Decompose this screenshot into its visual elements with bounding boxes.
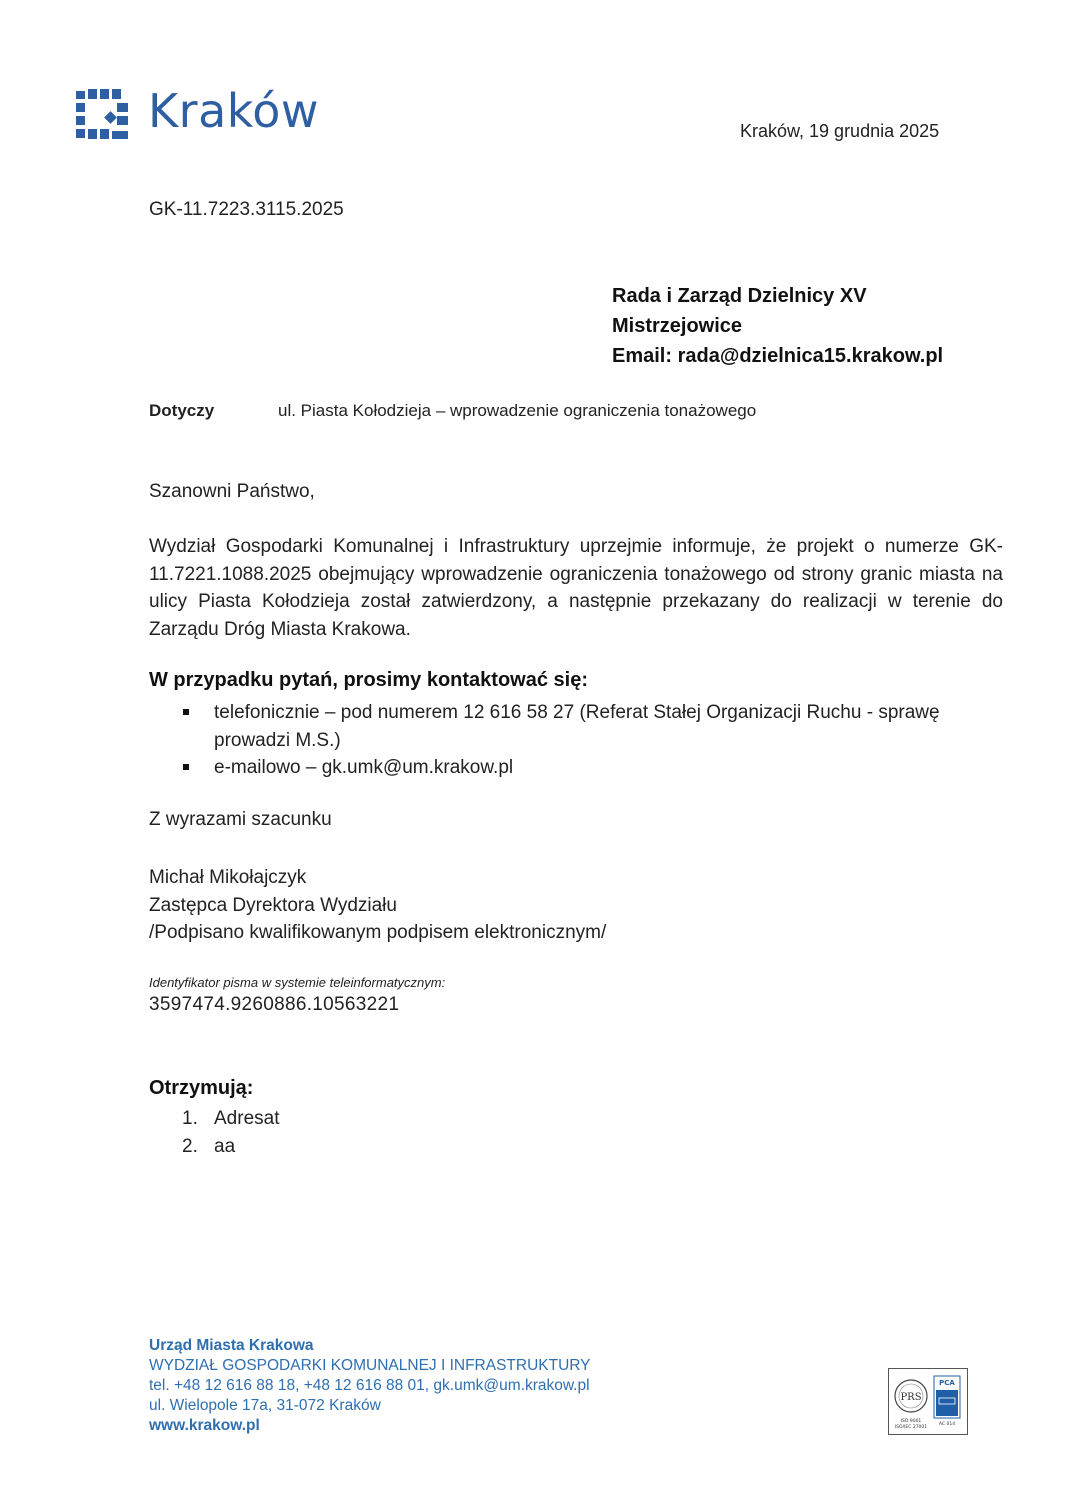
- recipient-item: Adresat: [214, 1108, 280, 1129]
- list-number: 1.: [182, 1108, 198, 1129]
- cert-left-mark: PRS: [900, 1392, 922, 1403]
- contact-heading: W przypadku pytań, prosimy kontaktować się:: [149, 669, 588, 691]
- body-paragraph: Wydział Gospodarki Komunalnej i Infrastruktury uprzejmie informuje, że projekt o numerze GK-11.7221.1088.2025 obejmujący wprowadzenie ograniczenia tonażowego od strony granic miasta na ulicy Piasta Kołodzieja został zatwierdzony, a następnie przekazany do realizacji w terenie do Zarządu Dróg Miasta Krakowa.: [149, 536, 1003, 640]
- case-number: GK-11.7223.3115.2025: [149, 199, 344, 220]
- contact-list: [182, 699, 982, 782]
- subject-text: ul. Piasta Kołodzieja – wprowadzenie ograniczenia tonażowego: [278, 401, 757, 420]
- krakow-logo-icon: [76, 89, 128, 141]
- recipient-line-2: Mistrzejowice: [612, 315, 743, 337]
- footer-address: ul. Wielopole 17a, 31-072 Kraków: [149, 1397, 381, 1414]
- greeting: Szanowni Państwo,: [149, 481, 315, 502]
- list-item: [182, 1105, 279, 1133]
- certification-badge: [888, 1368, 968, 1435]
- cert-right-caption: AC 014: [938, 1422, 956, 1427]
- cert-right-mark: PCA: [939, 1379, 955, 1387]
- cert-left-caption-1: ISO 9001: [900, 1419, 922, 1424]
- footer-contact: tel. +48 12 616 88 18, +48 12 616 88 01, gk.umk@um.krakow.pl: [149, 1377, 590, 1394]
- signatory: [149, 864, 606, 947]
- contact-email: e-mailowo – gk.umk@um.krakow.pl: [214, 757, 514, 778]
- contact-phone: telefonicznie – pod numerem 12 616 58 27 (Referat Stałej Organizacji Ruchu - sprawę prowadzi M.S.): [214, 702, 940, 751]
- certification-seal-icon: [889, 1369, 967, 1434]
- cert-left-caption-2: ISO/IEC 27001: [894, 1425, 928, 1430]
- recipients-list: [182, 1105, 279, 1161]
- document-id-value: 3597474.9260886.10563221: [149, 994, 400, 1015]
- list-item: [182, 1133, 279, 1161]
- signatory-title: Zastępca Dyrektora Wydziału: [149, 894, 397, 916]
- list-item: [182, 754, 982, 782]
- recipient-line-1: Rada i Zarząd Dzielnicy XV: [612, 285, 867, 307]
- bullet-icon: [183, 709, 189, 715]
- footer: [149, 1336, 591, 1436]
- subject-label: Dotyczy: [149, 401, 215, 420]
- list-number: 2.: [182, 1136, 198, 1157]
- recipient-email: Email: rada@dzielnica15.krakow.pl: [612, 345, 944, 367]
- signatory-name: Michał Mikołajczyk: [149, 867, 307, 888]
- recipient-address: [612, 281, 943, 371]
- recipient-item: aa: [214, 1136, 236, 1157]
- logo-wordmark: Kraków: [148, 84, 320, 138]
- footer-website[interactable]: www.krakow.pl: [149, 1417, 260, 1434]
- bullet-icon: [183, 764, 189, 770]
- document-id-label: Identyfikator pisma w systemie teleinformatycznym:: [149, 975, 446, 990]
- closing: Z wyrazami szacunku: [149, 809, 332, 830]
- recipients-heading: Otrzymują:: [149, 1077, 254, 1099]
- footer-department: WYDZIAŁ GOSPODARKI KOMUNALNEJ I INFRASTRUKTURY: [149, 1357, 591, 1374]
- footer-office: Urząd Miasta Krakowa: [149, 1337, 314, 1354]
- signature-note: /Podpisano kwalifikowanym podpisem elektronicznym/: [149, 922, 607, 943]
- krakow-logo: [76, 86, 336, 142]
- list-item: [182, 699, 982, 754]
- letter-date: Kraków, 19 grudnia 2025: [740, 121, 940, 141]
